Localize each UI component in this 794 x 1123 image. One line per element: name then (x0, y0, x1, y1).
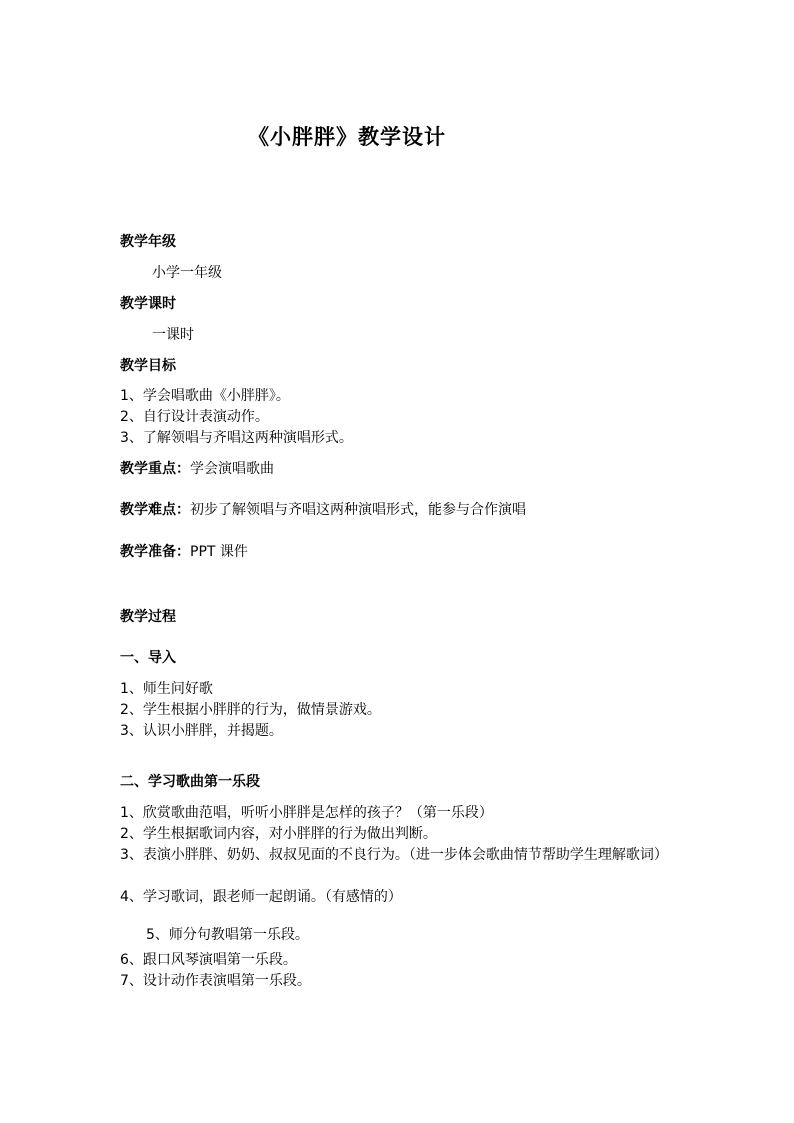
preparation-row (120, 542, 248, 562)
section1-item-1: 1、师生问好歌 (120, 681, 213, 697)
section1-item-2: 2、学生根据小胖胖的行为，做情景游戏。 (120, 702, 381, 718)
key-point-row (120, 459, 274, 479)
preparation-value: PPT 课件 (190, 544, 248, 560)
section1-item-3: 3、认识小胖胖，并揭题。 (120, 723, 283, 739)
grade-heading: 教学年级 (120, 234, 176, 250)
section2-item-3: 3、表演小胖胖、奶奶、叔叔见面的不良行为。（进一步体会歌曲情节帮助学生理解歌词） (120, 847, 668, 863)
section2-item-5: 5、师分句教唱第一乐段。 (146, 927, 309, 943)
key-point-value: 学会演唱歌曲 (190, 461, 274, 477)
goals-heading: 教学目标 (120, 358, 176, 374)
section2-item-1: 1、欣赏歌曲范唱，听听小胖胖是怎样的孩子？（第一乐段） (120, 805, 493, 821)
section2-item-2: 2、学生根据歌词内容，对小胖胖的行为做出判断。 (120, 826, 437, 842)
difficulty-value: 初步了解领唱与齐唱这两种演唱形式，能参与合作演唱 (190, 502, 526, 518)
difficulty-label: 教学难点： (120, 502, 190, 518)
goal-item-1: 1、学会唱歌曲《小胖胖》。 (120, 388, 290, 404)
section2-heading: 二、学习歌曲第一乐段 (120, 774, 260, 790)
section1-heading: 一、导入 (120, 650, 176, 666)
goal-item-3: 3、了解领唱与齐唱这两种演唱形式。 (120, 430, 353, 446)
grade-value: 小学一年级 (152, 265, 222, 281)
difficulty-row (120, 500, 526, 520)
preparation-label: 教学准备： (120, 544, 190, 560)
period-value: 一课时 (152, 327, 194, 343)
section2-item-7: 7、设计动作表演唱第一乐段。 (120, 973, 311, 989)
period-heading: 教学课时 (120, 296, 176, 312)
goal-item-2: 2、自行设计表演动作。 (120, 409, 269, 425)
document-title: 《小胖胖》教学设计 (248, 125, 446, 149)
key-point-label: 教学重点： (120, 461, 190, 477)
process-heading: 教学过程 (120, 609, 176, 625)
section2-item-6: 6、跟口风琴演唱第一乐段。 (120, 952, 297, 968)
section2-item-4: 4、学习歌词，跟老师一起朗诵。（有感情的） (120, 889, 402, 905)
